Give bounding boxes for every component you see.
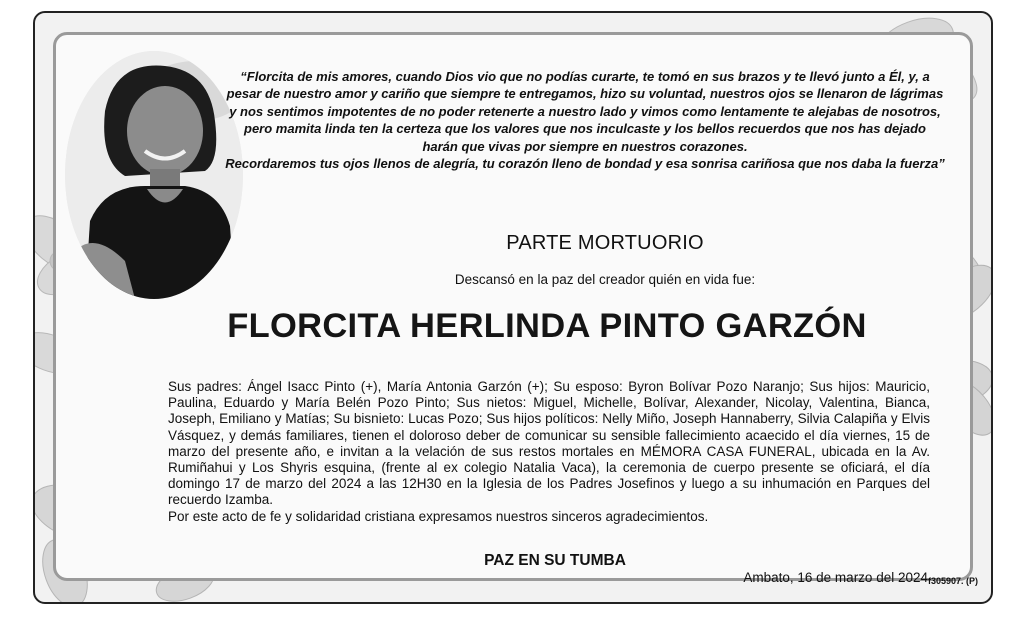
portrait-photo — [65, 51, 243, 299]
body-paragraph: Sus padres: Ángel Isacc Pinto (+), María Antonia Garzón (+); Su esposo: Byron Bolívar Pozo Naranjo; Sus hijos: Mauricio, Paulina, Eduardo y María Belén Pozo Pinto; Sus nietos: Miguel, Michelle, Bolívar, Alexander, Nicolay, Valentina, Bianca, Joseph, Emiliano y Matías; Su bisnieto: Lucas Pozo; Sus hijos políticos: Nelly Miño, Joseph Hannaberry, Silvia Calapiña y Elvis Vásquez, y demás familiares, tienen el doloroso deber de comunicar su sensible fallecimiento acaecido el día viernes, 15 de marzo del presente año, e invitan a la velación de sus restos mortales en MÉMORA CASA FUNERAL, ubicada en la Av. Rumiñahui y Los Shyris esquina, (frente al ex colegio Natalia Vaca), la ceremonia de cuerpo presente se oficiará, el día domingo 17 de marzo del 2024 a las 12H30 en la Iglesia de los Padres Josefinos y luego a su inhumación en Parques del recuerdo Izamba. — [168, 379, 930, 508]
obituary-body — [168, 379, 930, 525]
obituary-frame — [33, 11, 993, 604]
quote-paragraph: Recordaremos tus ojos llenos de alegría, tu corazón lleno de bondad y esa sonrisa cariñosa que nos daba la fuerza” — [225, 156, 945, 172]
intro-line: Descansó en la paz del creador quién en vida fue: — [454, 272, 756, 287]
body-paragraph: Por este acto de fe y solidaridad cristiana expresamos nuestros sinceros agradecimientos. — [168, 508, 709, 524]
memorial-quote — [225, 68, 945, 172]
closing-line: PAZ EN SU TUMBA — [484, 552, 626, 569]
deceased-name: FLORCITA HERLINDA PINTO GARZÓN — [227, 307, 867, 345]
place-and-date: Ambato, 16 de marzo del 2024 — [743, 570, 928, 585]
ad-code: f305907. (P) — [927, 576, 978, 586]
notice-title: PARTE MORTUORIO — [506, 232, 704, 254]
quote-paragraph: “Florcita de mis amores, cuando Dios vio que no podías curarte, te tomó en sus brazos y te llevó junto a Él, y, a pesar de nuestro amor y cariño que siempre te entregamos, hizo su voluntad, nuestros ojos se llenaron de lágrimas y nos sentimos impotentes de no poder retenerte a nuestro lado y vimos como lentamente te alejabas de nosotros, pero mamita linda ten la certeza que los valores que nos inculcaste y los bellos recuerdos que nos has dejado harán que vivas por siempre en nuestros corazones. — [226, 69, 944, 154]
